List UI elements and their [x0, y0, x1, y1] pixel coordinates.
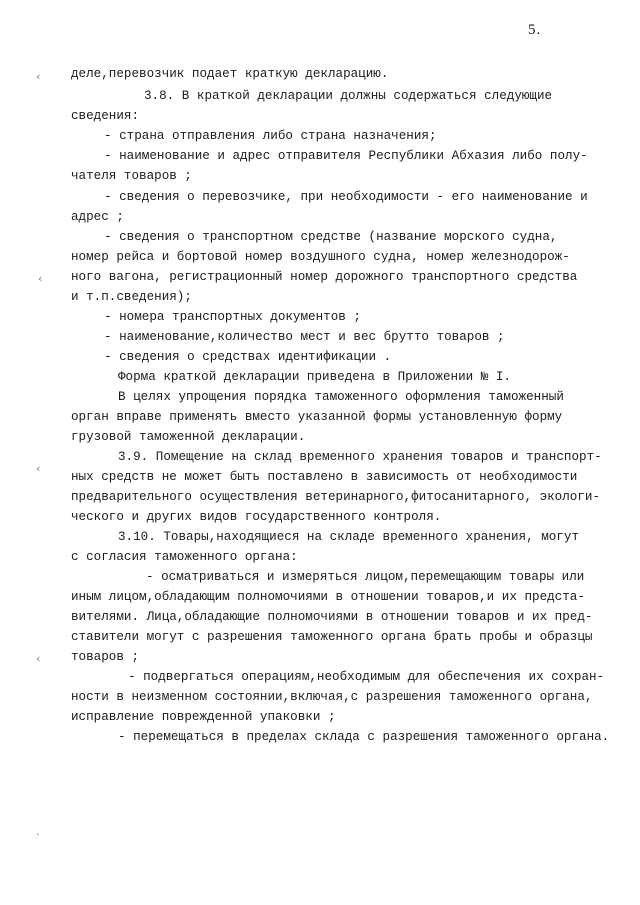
text-line: - номера транспортных документов ;: [104, 310, 361, 324]
text-line: ческого и других видов государственного контроля.: [71, 510, 442, 524]
text-line: Форма краткой декларации приведена в Приложении № I.: [118, 370, 511, 384]
text-line: - осматриваться и измеряться лицом,перемещающим товары или: [146, 570, 585, 584]
text-line: товаров ;: [71, 650, 140, 664]
text-line: сведения:: [71, 109, 140, 123]
text-line: 3.10. Товары,находящиеся на складе временного хранения, могут: [118, 530, 580, 544]
text-line: номер рейса и бортовой номер воздушного судна, номер железнодорож-: [71, 250, 570, 264]
text-line: 3.8. В краткой декларации должны содержаться следующие: [144, 89, 553, 103]
margin-mark: ‹: [36, 462, 41, 475]
page-number: 5.: [528, 22, 542, 38]
text-line: - наименование,количество мест и вес брутто товаров ;: [104, 330, 505, 344]
text-line: - перемещаться в пределах склада с разрешения таможенного органа.: [118, 730, 610, 744]
text-line: - сведения о транспортном средстве (название морского судна,: [104, 230, 558, 244]
text-line: вителями. Лица,обладающие полномочиями в отношении товаров и их пред-: [71, 610, 593, 624]
text-line: грузовой таможенной декларации.: [71, 430, 306, 444]
text-line: предварительного осуществления ветеринарного,фитосанитарного, экологи-: [71, 490, 601, 504]
text-line: ности в неизменном состоянии,включая,с разрешения таможенного органа,: [71, 690, 593, 704]
margin-mark: ‹: [36, 70, 41, 83]
text-line: чателя товаров ;: [71, 169, 192, 183]
text-line: исправление поврежденной упаковки ;: [71, 710, 336, 724]
text-line: деле,перевозчик подает краткую декларацию.: [71, 67, 389, 81]
margin-mark: ‹: [36, 652, 41, 665]
text-line: - сведения о перевозчике, при необходимости - его наименование и: [104, 190, 588, 204]
text-line: ставители могут с разрешения таможенного органа брать пробы и образцы: [71, 630, 593, 644]
margin-mark: ‹: [38, 272, 43, 285]
text-line: адрес ;: [71, 210, 124, 224]
text-line: - подвергаться операциям,необходимым для обеспечения их сохран-: [128, 670, 605, 684]
text-line: - наименование и адрес отправителя Республики Абхазия либо полу-: [104, 149, 588, 163]
text-line: - страна отправления либо страна назначения;: [104, 129, 437, 143]
text-line: и т.п.сведения);: [71, 290, 192, 304]
text-line: орган вправе применять вместо указанной формы установленную форму: [71, 410, 563, 424]
text-line: ных средств не может быть поставлено в зависимость от необходимости: [71, 470, 578, 484]
margin-mark: ·: [36, 828, 40, 841]
text-line: ного вагона, регистрационный номер дорожного транспортного средства: [71, 270, 578, 284]
text-line: иным лицом,обладающим полномочиями в отношении товаров,и их предста-: [71, 590, 585, 604]
text-line: 3.9. Помещение на склад временного хранения товаров и транспорт-: [118, 450, 602, 464]
text-line: - сведения о средствах идентификации .: [104, 350, 392, 364]
text-line: В целях упрощения порядка таможенного оформления таможенный: [118, 390, 564, 404]
text-line: с согласия таможенного органа:: [71, 550, 298, 564]
